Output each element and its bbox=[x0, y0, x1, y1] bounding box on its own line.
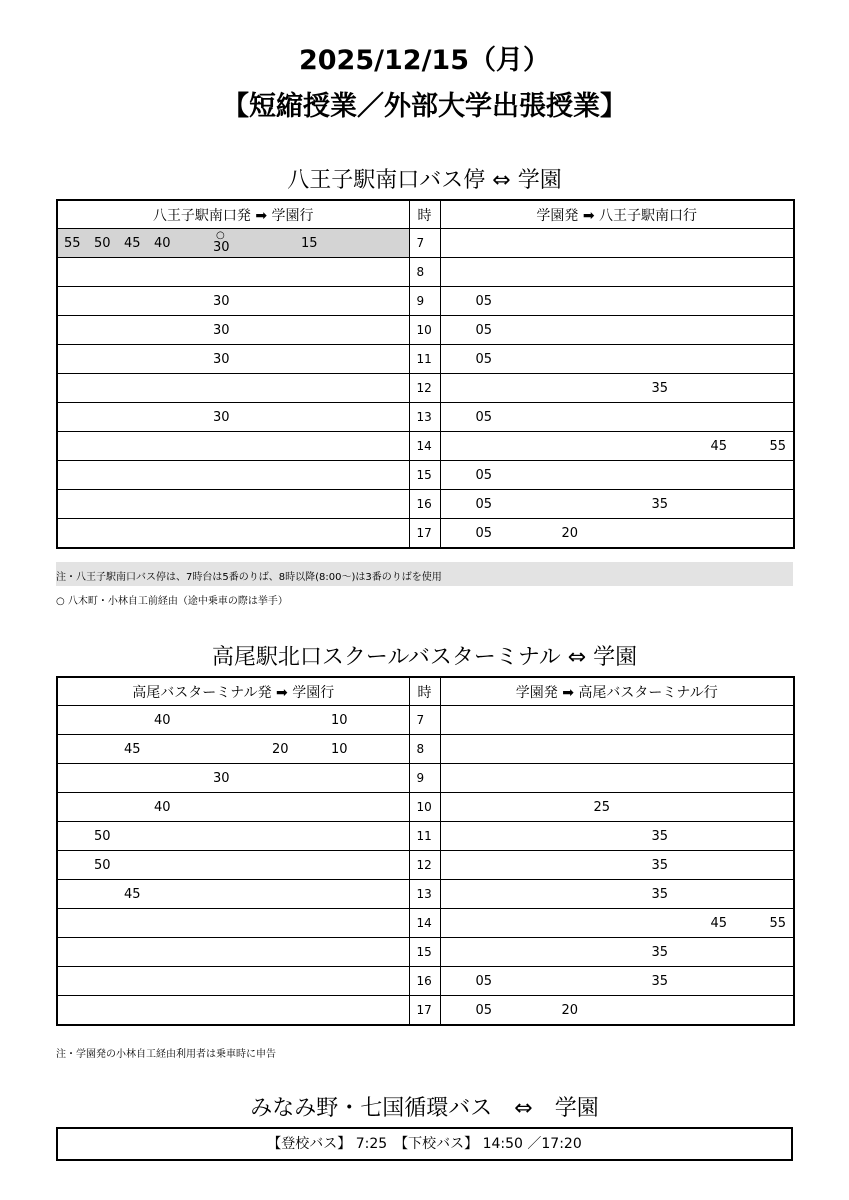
section3-title: みなみ野・七国循環バス ⇔ 学園 bbox=[250, 1096, 599, 1121]
departures-to-school bbox=[57, 996, 409, 1026]
table-row bbox=[57, 287, 794, 316]
hour-cell: 8 bbox=[409, 735, 440, 764]
departure-minute: 45 bbox=[124, 887, 141, 902]
departure-minute: 35 bbox=[651, 829, 669, 844]
departures-to-school bbox=[57, 967, 409, 996]
loop-bus-times: 【登校バス】 7:25 【下校バス】 14:50 ／17:20 bbox=[56, 1127, 793, 1161]
departures-from-school bbox=[440, 793, 794, 822]
hour-cell: 12 bbox=[409, 374, 440, 403]
departures-from-school bbox=[440, 490, 794, 519]
departure-minute: 05 bbox=[475, 1003, 493, 1018]
departure-minute: 45 bbox=[124, 236, 141, 251]
departure-minute: 05 bbox=[475, 468, 493, 483]
col-header-hour: 時 bbox=[409, 200, 440, 229]
hour-cell: 13 bbox=[409, 880, 440, 909]
departures-to-school bbox=[57, 258, 409, 287]
departures-from-school bbox=[440, 880, 794, 909]
departure-minute: 30 bbox=[213, 410, 230, 425]
page-subtitle: 【短縮授業／外部大学出張授業】 bbox=[222, 91, 627, 122]
departure-minute: 35 bbox=[651, 497, 669, 512]
table-row bbox=[57, 490, 794, 519]
departure-minute: 30 bbox=[213, 352, 230, 367]
departures-from-school bbox=[440, 822, 794, 851]
departures-to-school bbox=[57, 851, 409, 880]
departure-minute: 35 bbox=[651, 887, 669, 902]
departure-minute: 30 bbox=[213, 294, 230, 309]
departures-to-school bbox=[57, 909, 409, 938]
timetable-takao bbox=[56, 676, 795, 1026]
table-row bbox=[57, 851, 794, 880]
page-date: 2025/12/15（月） bbox=[298, 45, 550, 76]
departures-from-school bbox=[440, 316, 794, 345]
table-row bbox=[57, 258, 794, 287]
table-row bbox=[57, 706, 794, 735]
departure-minute: 30 bbox=[213, 240, 230, 255]
table-row bbox=[57, 967, 794, 996]
table-row bbox=[57, 822, 794, 851]
departure-minute: 25 bbox=[593, 800, 611, 815]
table-row bbox=[57, 374, 794, 403]
col-header-left: 高尾バスターミナル発 ➡ 学園行 bbox=[57, 677, 409, 706]
departure-minute: 05 bbox=[475, 294, 493, 309]
departure-minute: 45 bbox=[710, 439, 728, 454]
departure-minute: 10 bbox=[331, 713, 348, 728]
departure-minute: 55 bbox=[769, 916, 787, 931]
departure-minute: 20 bbox=[561, 1003, 579, 1018]
departure-minute: 50 bbox=[94, 858, 111, 873]
hour-cell: 9 bbox=[409, 287, 440, 316]
departures-from-school bbox=[440, 345, 794, 374]
departures-from-school bbox=[440, 967, 794, 996]
departures-from-school bbox=[440, 996, 794, 1026]
section1-note1: 注・八王子駅南口バス停は、7時台は5番のりば、8時以降(8:00～)は3番のりばを使用 bbox=[56, 572, 442, 583]
hour-cell: 17 bbox=[409, 996, 440, 1026]
departure-minute: 35 bbox=[651, 945, 669, 960]
col-header-right: 学園発 ➡ 高尾バスターミナル行 bbox=[440, 677, 794, 706]
section1-title: 八王子駅南口バス停 ⇔ 学園 bbox=[287, 168, 562, 193]
departure-minute: 05 bbox=[475, 974, 493, 989]
departure-minute: 05 bbox=[475, 352, 493, 367]
departures-to-school bbox=[57, 461, 409, 490]
departures-to-school bbox=[57, 822, 409, 851]
departure-minute: 50 bbox=[94, 829, 111, 844]
section2-title: 高尾駅北口スクールバスターミナル ⇔ 学園 bbox=[211, 645, 638, 670]
timetable-hachioji bbox=[56, 199, 795, 549]
hour-cell: 11 bbox=[409, 345, 440, 374]
departures-from-school bbox=[440, 938, 794, 967]
departures-from-school bbox=[440, 258, 794, 287]
departures-from-school bbox=[440, 706, 794, 735]
table-row bbox=[57, 432, 794, 461]
hour-cell: 14 bbox=[409, 909, 440, 938]
departures-to-school bbox=[57, 229, 409, 258]
section1-note2: ○ 八木町・小林自工前経由（途中乗車の際は挙手） bbox=[56, 596, 288, 607]
departure-minute: 30 bbox=[213, 771, 230, 786]
departure-minute: 05 bbox=[475, 410, 493, 425]
hour-cell: 14 bbox=[409, 432, 440, 461]
departures-from-school bbox=[440, 461, 794, 490]
departures-from-school bbox=[440, 403, 794, 432]
departure-minute: 45 bbox=[124, 742, 141, 757]
departures-to-school bbox=[57, 432, 409, 461]
departures-to-school bbox=[57, 345, 409, 374]
departures-to-school bbox=[57, 793, 409, 822]
departure-minute: 30 bbox=[213, 323, 230, 338]
departures-from-school bbox=[440, 374, 794, 403]
departures-to-school bbox=[57, 706, 409, 735]
departures-from-school bbox=[440, 229, 794, 258]
hour-cell: 10 bbox=[409, 316, 440, 345]
hour-cell: 13 bbox=[409, 403, 440, 432]
departures-to-school bbox=[57, 490, 409, 519]
departures-from-school bbox=[440, 432, 794, 461]
departure-minute: 15 bbox=[301, 236, 318, 251]
table-row bbox=[57, 735, 794, 764]
departures-to-school bbox=[57, 519, 409, 549]
hour-cell: 15 bbox=[409, 461, 440, 490]
departure-minute: 35 bbox=[651, 974, 669, 989]
departures-to-school bbox=[57, 374, 409, 403]
departure-minute: 05 bbox=[475, 497, 493, 512]
departures-from-school bbox=[440, 287, 794, 316]
departures-to-school bbox=[57, 938, 409, 967]
table-row bbox=[57, 229, 794, 258]
hour-cell: 12 bbox=[409, 851, 440, 880]
departure-minute: 50 bbox=[94, 236, 111, 251]
departure-minute: 35 bbox=[651, 858, 669, 873]
hour-cell: 7 bbox=[409, 229, 440, 258]
table-row bbox=[57, 793, 794, 822]
col-header-right: 学園発 ➡ 八王子駅南口行 bbox=[440, 200, 794, 229]
hour-cell: 7 bbox=[409, 706, 440, 735]
departures-to-school bbox=[57, 287, 409, 316]
departure-minute: 40 bbox=[154, 713, 171, 728]
hour-cell: 15 bbox=[409, 938, 440, 967]
departures-from-school bbox=[440, 764, 794, 793]
table-row bbox=[57, 316, 794, 345]
table-row bbox=[57, 938, 794, 967]
table-row bbox=[57, 764, 794, 793]
departure-minute: 40 bbox=[154, 236, 171, 251]
departures-to-school bbox=[57, 735, 409, 764]
table-row bbox=[57, 403, 794, 432]
departures-to-school bbox=[57, 403, 409, 432]
hour-cell: 17 bbox=[409, 519, 440, 549]
departures-from-school bbox=[440, 519, 794, 549]
departure-minute: 05 bbox=[475, 526, 493, 541]
hour-cell: 16 bbox=[409, 490, 440, 519]
table-row bbox=[57, 880, 794, 909]
departure-minute: 05 bbox=[475, 323, 493, 338]
departure-minute: 20 bbox=[272, 742, 289, 757]
table-row bbox=[57, 996, 794, 1026]
section2-note1: 注・学園発の小林自工経由利用者は乗車時に申告 bbox=[56, 1049, 276, 1060]
departures-from-school bbox=[440, 735, 794, 764]
hour-cell: 8 bbox=[409, 258, 440, 287]
departure-minute: 35 bbox=[651, 381, 669, 396]
departures-from-school bbox=[440, 909, 794, 938]
col-header-left: 八王子駅南口発 ➡ 学園行 bbox=[57, 200, 409, 229]
hour-cell: 10 bbox=[409, 793, 440, 822]
circle-mark-icon: ○ bbox=[216, 230, 225, 241]
departure-minute: 45 bbox=[710, 916, 728, 931]
hour-cell: 16 bbox=[409, 967, 440, 996]
departure-minute: 55 bbox=[64, 236, 81, 251]
table-row bbox=[57, 519, 794, 549]
departure-minute: 40 bbox=[154, 800, 171, 815]
departure-minute: 20 bbox=[561, 526, 579, 541]
hour-cell: 11 bbox=[409, 822, 440, 851]
table-row bbox=[57, 909, 794, 938]
departures-to-school bbox=[57, 764, 409, 793]
hour-cell: 9 bbox=[409, 764, 440, 793]
departure-minute: 10 bbox=[331, 742, 348, 757]
table-row bbox=[57, 461, 794, 490]
departures-from-school bbox=[440, 851, 794, 880]
departures-to-school bbox=[57, 880, 409, 909]
table-row bbox=[57, 345, 794, 374]
col-header-hour: 時 bbox=[409, 677, 440, 706]
departure-minute: 55 bbox=[769, 439, 787, 454]
departures-to-school bbox=[57, 316, 409, 345]
